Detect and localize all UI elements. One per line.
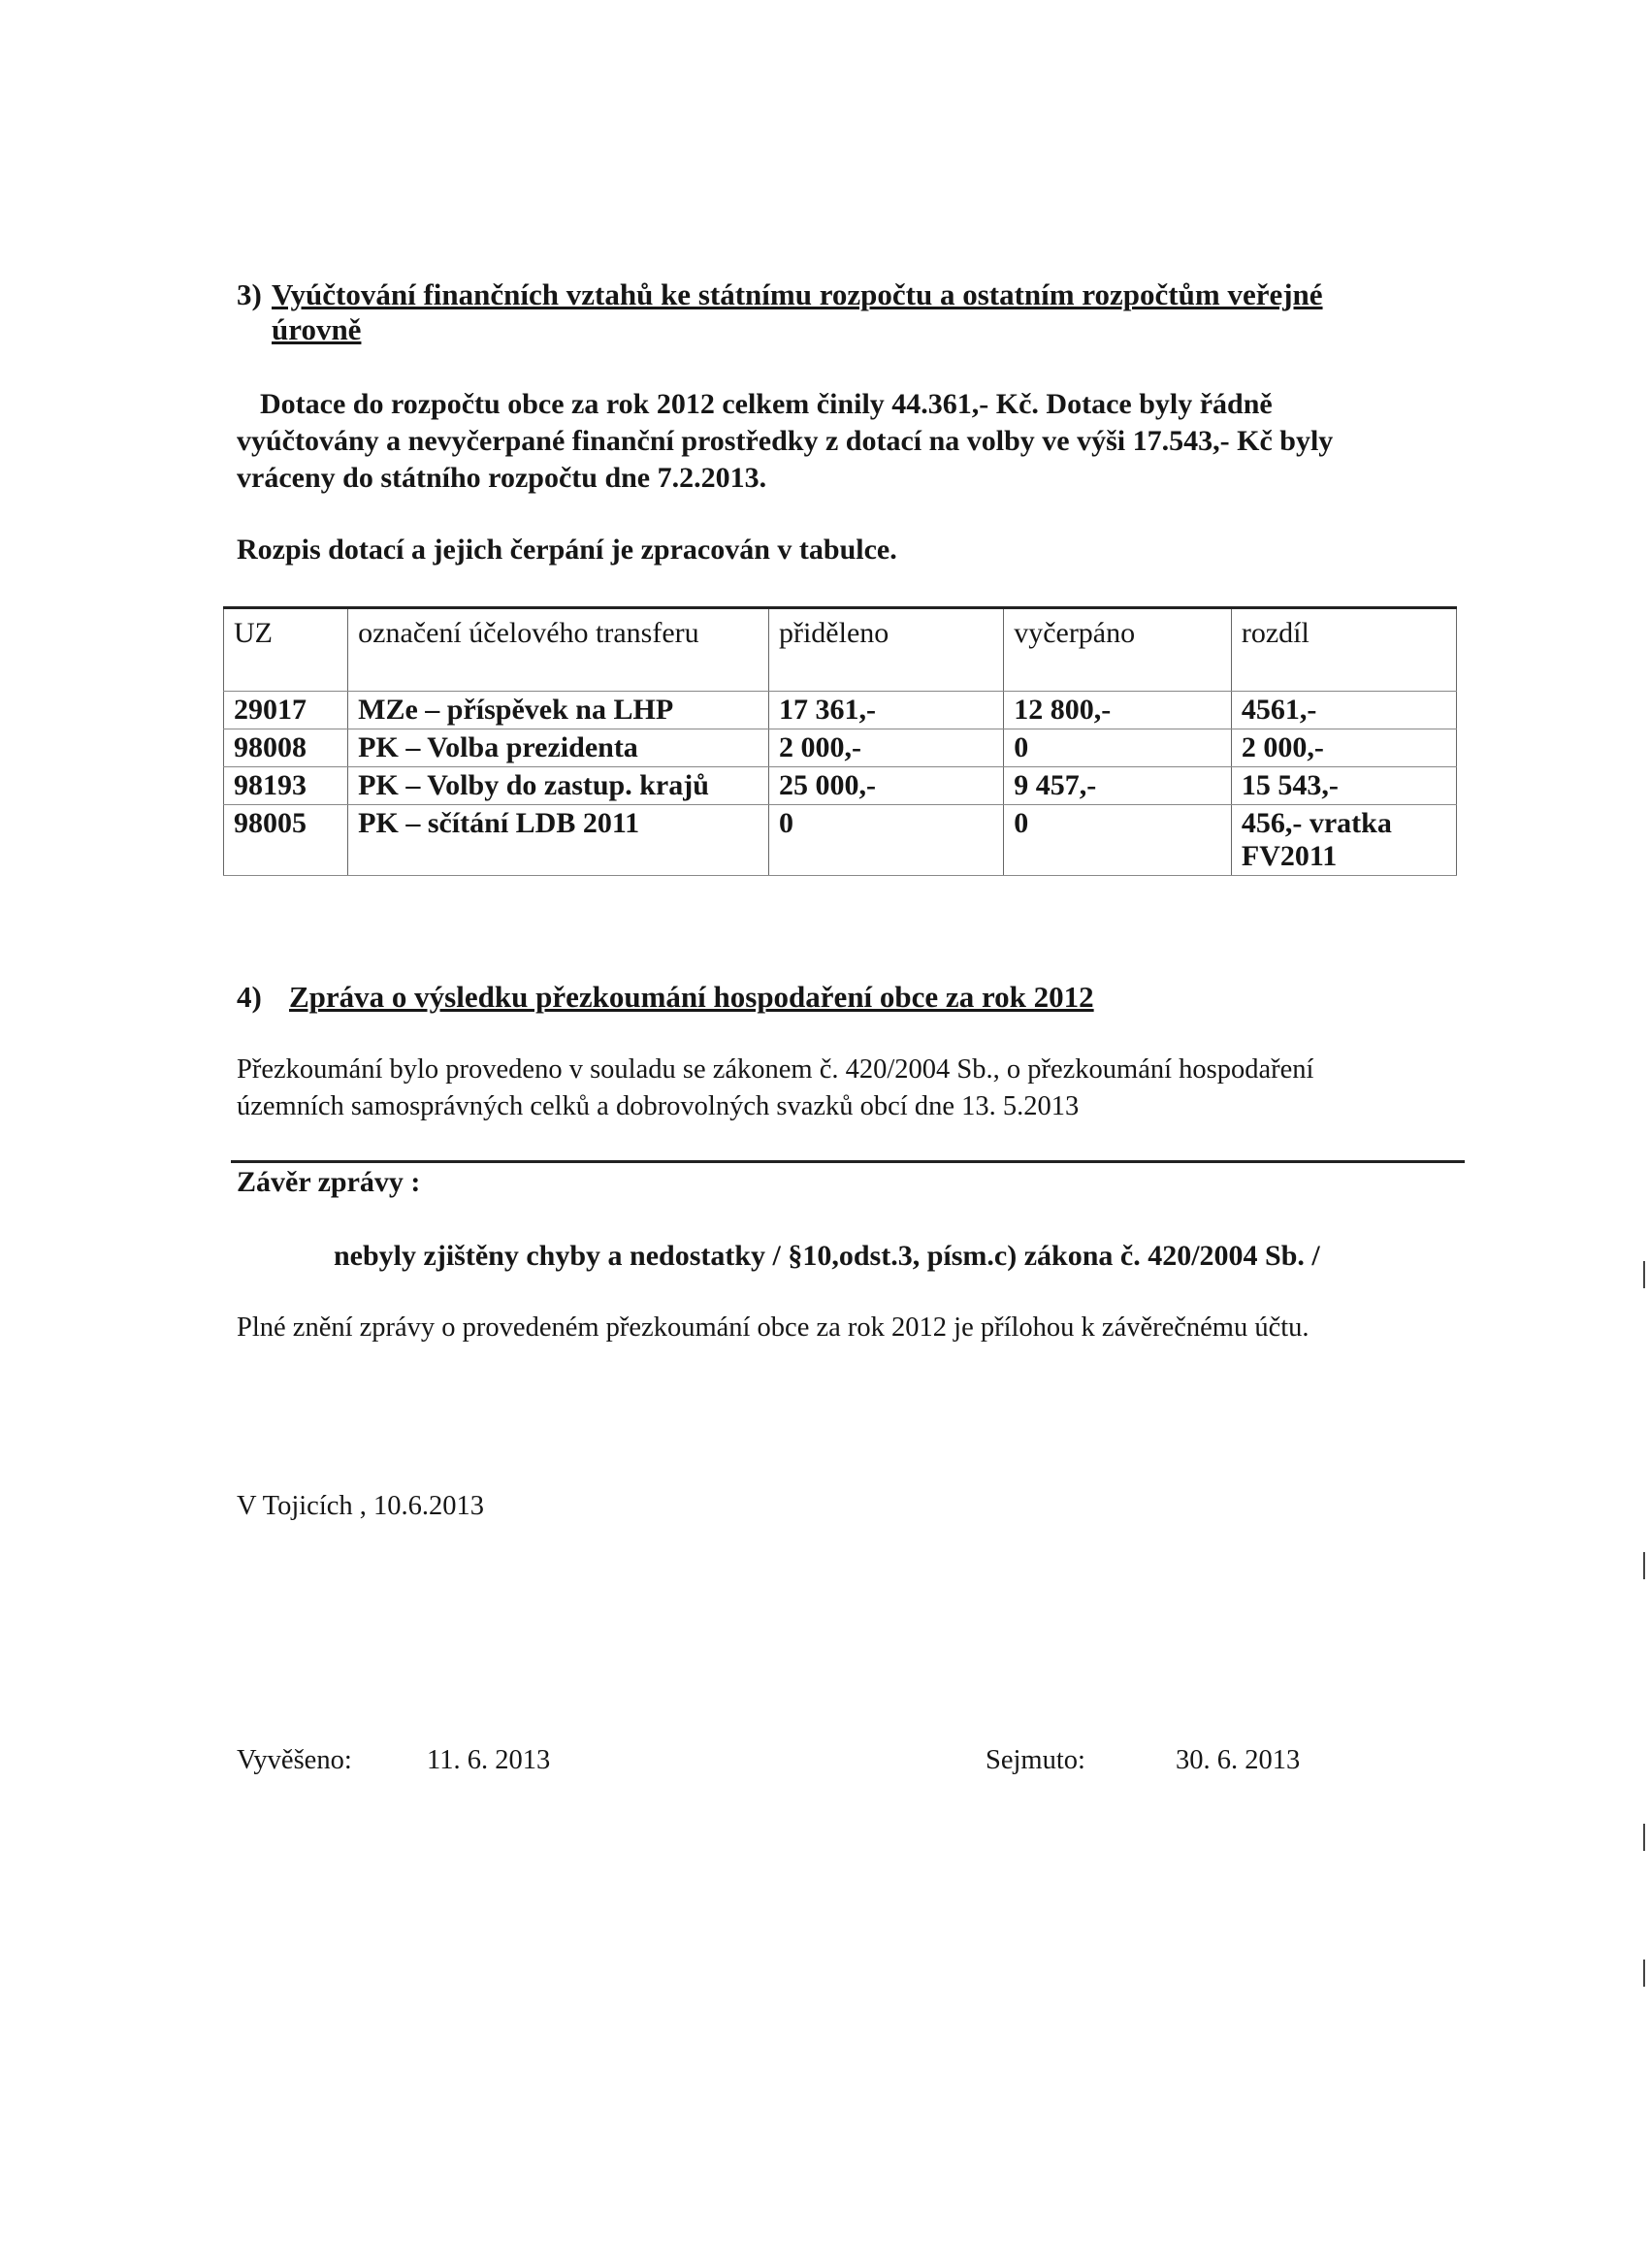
table-row [224,692,1457,729]
table-row [224,729,1457,767]
scan-margin-mark [1643,1552,1645,1579]
table-header-difference: rozdíl [1231,608,1456,692]
table-cell-transfer: PK – Volby do zastup. krajů [348,767,769,805]
section-3-para-line-1: Dotace do rozpočtu obce za rok 2012 celkem činily 44.361,- Kč. Dotace byly řádně [260,388,1273,420]
horizontal-rule [231,1160,1465,1163]
table-cell-difference: 4561,- [1231,692,1456,729]
scan-margin-mark [1643,1824,1645,1851]
table-cell-spent: 0 [1004,805,1232,876]
table-cell-allocated: 0 [768,805,1003,876]
section-3-para-line-2: vyúčtovány a nevyčerpané finanční prostředky z dotací na volby ve výši 17.543,- Kč byly [237,425,1334,457]
removed-label: Sejmuto: [986,1745,1085,1775]
section-4-para-line-2: územních samosprávných celků a dobrovolných svazků obcí dne 13. 5.2013 [237,1091,1080,1121]
table-cell-spent: 9 457,- [1004,767,1232,805]
table-cell-difference: 456,- vratka FV2011 [1231,805,1456,876]
table-cell-uz: 29017 [224,692,348,729]
table-cell-transfer: MZe – příspěvek na LHP [348,692,769,729]
scan-margin-mark [1643,1960,1645,1987]
transfers-table [223,606,1457,876]
table-cell-transfer: PK – sčítání LDB 2011 [348,805,769,876]
table-header-spent: vyčerpáno [1004,608,1232,692]
section-3-number: 3) [237,277,262,311]
table-cell-allocated: 25 000,- [768,767,1003,805]
table-header-uz: UZ [224,608,348,692]
conclusion-heading: Závěr zprávy : [237,1166,421,1198]
section-3-table-intro: Rozpis dotací a jejich čerpání je zpracován v tabulce. [237,534,897,566]
table-header-allocated: přiděleno [768,608,1003,692]
posted-date: 11. 6. 2013 [427,1745,551,1775]
posted-label: Vyvěšeno: [237,1745,352,1775]
table-cell-uz: 98193 [224,767,348,805]
full-text-note: Plné znění zprávy o provedeném přezkoumání obce za rok 2012 je přílohou k závěrečnému účtu. [237,1312,1310,1343]
table-cell-spent: 0 [1004,729,1232,767]
section-3-para-line-3: vráceny do státního rozpočtu dne 7.2.2013. [237,462,767,494]
table-row [224,767,1457,805]
table-header-row [224,608,1457,692]
table-header-transfer: označení účelového transferu [348,608,769,692]
section-4-para-line-1: Přezkoumání bylo provedeno v souladu se zákonem č. 420/2004 Sb., o přezkoumání hospodaření [237,1054,1314,1085]
section-4-number: 4) [237,980,262,1014]
table-cell-spent: 12 800,- [1004,692,1232,729]
section-3-title: Vyúčtování finančních vztahů ke státnímu rozpočtu a ostatním rozpočtům veřejné úrovně [272,277,1323,346]
scan-margin-mark [1643,1261,1645,1288]
place-and-date: V Tojicích , 10.6.2013 [237,1491,485,1521]
table-cell-allocated: 2 000,- [768,729,1003,767]
table-cell-difference: 2 000,- [1231,729,1456,767]
table-row [224,805,1457,876]
section-4-title: Zpráva o výsledku přezkoumání hospodaření obce za rok 2012 [289,980,1094,1014]
conclusion-text: nebyly zjištěny chyby a nedostatky / §10,odst.3, písm.c) zákona č. 420/2004 Sb. / [334,1240,1320,1272]
table-cell-uz: 98005 [224,805,348,876]
table-cell-transfer: PK – Volba prezidenta [348,729,769,767]
table-cell-allocated: 17 361,- [768,692,1003,729]
table-cell-difference: 15 543,- [1231,767,1456,805]
table-cell-uz: 98008 [224,729,348,767]
removed-date: 30. 6. 2013 [1176,1745,1301,1775]
